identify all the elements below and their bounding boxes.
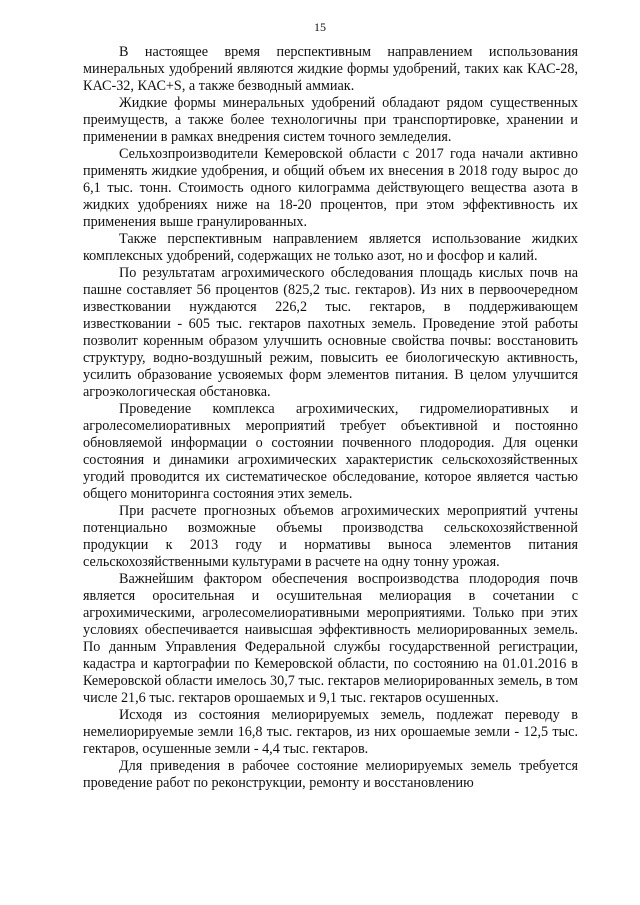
paragraph: В настоящее время перспективным направлением использования минеральных удобрений являются жидкие формы удобрений, таких как КАС-28, КАС-32, КАС+S, а также безводный аммиак. — [83, 44, 578, 94]
paragraph: Жидкие формы минеральных удобрений обладают рядом существенных преимуществ, а также более технологичны при транспортировке, хранении и применении в рамках внедрения систем точного земледелия. — [83, 95, 578, 145]
paragraph: Исходя из состояния мелиорируемых земель, подлежат переводу в немелиорируемые земли 16,8 тыс. гектаров, из них орошаемые земли - 12,5 тыс. гектаров, осушенные земли - 4,4 тыс. гектаров. — [83, 707, 578, 757]
paragraph: При расчете прогнозных объемов агрохимических мероприятий учтены потенциально возможные объемы производства сельскохозяйственной продукции к 2013 году и нормативы выноса элементов питания сельскохозяйственными культурами в расчете на одну тонну урожая. — [83, 503, 578, 570]
paragraph: Для приведения в рабочее состояние мелиорируемых земель требуется проведение работ по реконструкции, ремонту и восстановлению — [83, 758, 578, 791]
paragraph: По результатам агрохимического обследования площадь кислых почв на пашне составляет 56 процентов (825,2 тыс. гектаров). Из них в первоочередном известковании нуждаются 226,2 тыс. гектаров, в поддерживающем известковании - 605 тыс. гектаров пахотных земель. Проведение этой работы позволит коренным образом улучшить основные свойства почвы: восстановить структуру, водно-воздушный режим, повысить ее биологическую активность, усилить образование усвояемых форм элементов питания. В целом улучшится агроэкологическая обстановка. — [83, 265, 578, 400]
paragraph: Также перспективным направлением является использование жидких комплексных удобрений, содержащих не только азот, но и фосфор и калий. — [83, 231, 578, 264]
page-number: 15 — [314, 20, 326, 34]
paragraph: Проведение комплекса агрохимических, гидромелиоративных и агролесомелиоративных мероприятий требует объективной и постоянно обновляемой информации о состоянии почвенного плодородия. Для оценки состояния и динамики агрохимических характеристик сельскохозяйственных угодий проводится их систематическое обследование, которое является частью общего мониторинга состояния этих земель. — [83, 401, 578, 502]
document-body — [83, 44, 578, 792]
paragraph: Сельхозпроизводители Кемеровской области с 2017 года начали активно применять жидкие удобрения, и общий объем их внесения в 2018 году вырос до 6,1 тыс. тонн. Стоимость одного килограмма действующего вещества азота в жидких удобрениях ниже на 18-20 процентов, при этом эффективность их применения выше гранулированных. — [83, 146, 578, 230]
paragraph: Важнейшим фактором обеспечения воспроизводства плодородия почв является оросительная и осушительная мелиорация в сочетании с агрохимическими, агролесомелиоративными мероприятиями. Только при этих условиях обеспечивается наивысшая эффективность мелиорированных земель. По данным Управления Федеральной службы государственной регистрации, кадастра и картографии по Кемеровской области, по состоянию на 01.01.2016 в Кемеровской области имелось 30,7 тыс. гектаров мелиорированных земель, в том числе 21,6 тыс. гектаров орошаемых и 9,1 тыс. гектаров осушенных. — [83, 571, 578, 706]
